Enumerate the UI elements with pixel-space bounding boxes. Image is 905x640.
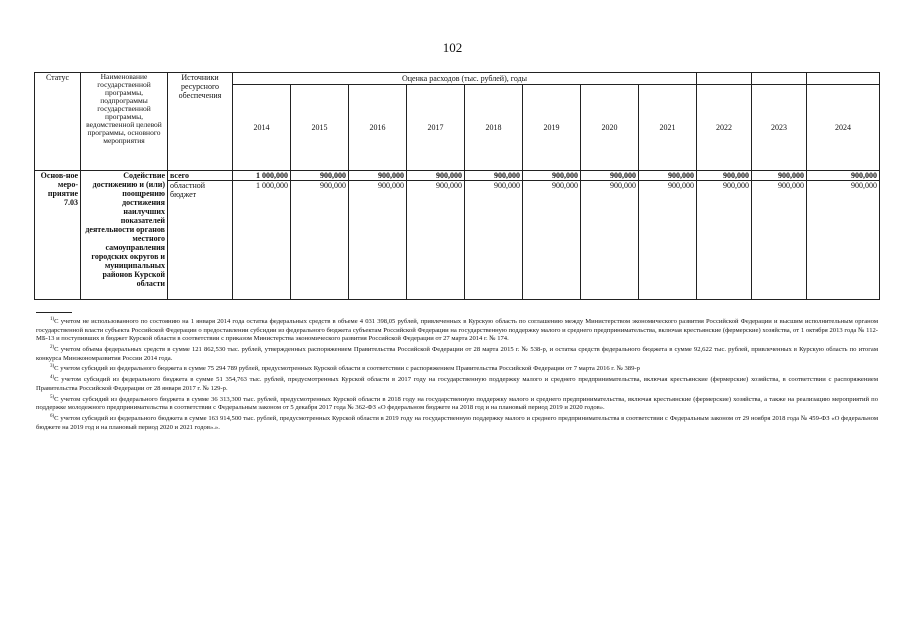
value-cell: 900,000	[523, 181, 581, 300]
value-cell: 900,000	[697, 181, 752, 300]
year-header: 2017	[407, 85, 465, 171]
name-cell: Содействие достижению и (или) поощрению достижения наилучших показателей деятельности органов местного самоуправления городских округов и муниципальных районов Курской области	[81, 171, 168, 300]
source-cell: всего	[168, 171, 233, 181]
footnote-text: С учетом субсидий из федерального бюджета в сумме 51 354,763 тыс. рублей, предусмотренных Курской области в 2017 году на государственную поддержку малого и среднего предпринимательства, включая крестьянские (фермерские) хозяйства, в соответствии с распоряжением Правительства Российской Федерации от 28 января 2017 г. № 129-р.	[36, 376, 878, 392]
value-cell: 900,000	[639, 171, 697, 181]
page-number: 102	[442, 40, 463, 55]
footnote-text: С учетом субсидий из федерального бюджета в сумме 75 294 789 рублей, предусмотренных Курской области в соответствии с распоряжением Правительства Российской Федерации от 7 марта 2016 г. № 389-р	[54, 365, 640, 373]
footnote-divider	[36, 312, 72, 313]
value-cell: 900,000	[465, 181, 523, 300]
value-cell: 1 000,000	[233, 171, 291, 181]
year-header: 2020	[581, 85, 639, 171]
footnote-mark: 6)	[50, 413, 55, 419]
footnote	[36, 374, 878, 393]
value-cell: 900,000	[291, 181, 349, 300]
value-cell: 900,000	[581, 181, 639, 300]
year-header: 2019	[523, 85, 581, 171]
value-cell: 900,000	[465, 171, 523, 181]
footnote-mark: 4)	[50, 375, 55, 381]
value-cell: 900,000	[407, 181, 465, 300]
name-header: Наименование государственной программы, подпрограммы государственной программы, ведомственной целевой программы, основного мероприятия	[81, 73, 168, 171]
header-row-1	[35, 73, 880, 85]
year-header: 2024	[807, 85, 880, 171]
footnote	[36, 394, 878, 413]
budget-table	[34, 72, 880, 300]
value-cell: 900,000	[807, 181, 880, 300]
footnote	[36, 413, 878, 432]
value-cell: 900,000	[807, 171, 880, 181]
year-header: 2021	[639, 85, 697, 171]
value-cell: 900,000	[523, 171, 581, 181]
footnote-text: С учетом субсидий из федерального бюджета в сумме 163 914,500 тыс. рублей, предусмотренных Курской области в 2019 году на государственную поддержку малого и среднего предпринимательства в соответствии с Федеральным законом от 29 ноября 2018 года № 459-ФЗ «О федеральном бюджете на 2019 год и на плановый период 2020 и 2021 годов».».	[36, 415, 878, 431]
status-header: Статус	[35, 73, 81, 171]
value-cell: 1 000,000	[233, 181, 291, 300]
year-header: 2023	[752, 85, 807, 171]
estimate-header: Оценка расходов (тыс. рублей), годы	[233, 73, 697, 85]
value-cell: 900,000	[752, 181, 807, 300]
year-header: 2018	[465, 85, 523, 171]
status-cell: Основ-ное меро-приятие 7.03	[35, 171, 81, 300]
value-cell: 900,000	[581, 171, 639, 181]
value-cell: 900,000	[291, 171, 349, 181]
footnote-mark: 3)	[50, 364, 55, 370]
source-cell: областной бюджет	[168, 181, 233, 300]
year-header: 2016	[349, 85, 407, 171]
header-empty-cell	[752, 73, 807, 85]
value-cell: 900,000	[639, 181, 697, 300]
footnote	[36, 344, 878, 363]
year-header: 2014	[233, 85, 291, 171]
footnote-mark: 1)	[50, 317, 55, 322]
footnote	[36, 316, 878, 344]
footnote-text: С учетом объема федеральных средств в сумме 121 862,530 тыс. рублей, утвержденных распоряжением Правительства Российской Федерации от 28 марта 2015 г. № 538-р, и остатка средств федерального бюджета в сумме 92,622 тыс. рублей, привлеченных в Курскую область по итогам конкурса Минэкономразвития России 2014 года.	[36, 346, 878, 362]
footnote-text: С учетом не использованного по состоянию на 1 января 2014 года остатка федеральных средств в объеме 4 031 398,05 рублей, привлеченных в Курскую область по соглашению между Министерством экономического развития Российской Федерации и высшим исполнительным органом государственной власти субъекта Российской Федерации о предоставлении субсидии из федерального бюджета субъектам Российской Федерации на государственную поддержку малого и среднего предпринимательства, включая крестьянские (фермерские) хозяйства, от 1 октября 2013 года № 112-МБ-13 и поступивших в бюджет Курской области в соответствии с приказом Министерства экономического развития Российской Федерации от 27 марта 2014 г. № 174.	[36, 318, 878, 343]
year-header: 2015	[291, 85, 349, 171]
footnote-text: С учетом субсидий из федерального бюджета в сумме 36 313,300 тыс. рублей, предусмотренных Курской области в 2018 году на государственную поддержку малого и среднего предпринимательства, включая крестьянские (фермерские) хозяйства, а также на реализацию мероприятий по поддержке молодежного предпринимательства в соответствии с Федеральным законом от 5 декабря 2017 года № 362-ФЗ «О федеральном бюджете на 2018 год и на плановый период 2019 и 2020 годов».	[36, 395, 878, 412]
header-empty-cell	[697, 73, 752, 85]
footnote	[36, 363, 878, 374]
footnote-mark: 5)	[50, 394, 55, 400]
year-header: 2022	[697, 85, 752, 171]
value-cell: 900,000	[407, 171, 465, 181]
sources-header: Источники ресурсного обеспечения	[168, 73, 233, 171]
value-cell: 900,000	[752, 171, 807, 181]
value-cell: 900,000	[697, 171, 752, 181]
footnotes	[36, 312, 878, 432]
footnote-mark: 2)	[50, 344, 55, 350]
table-row-total	[35, 171, 880, 181]
value-cell: 900,000	[349, 171, 407, 181]
value-cell: 900,000	[349, 181, 407, 300]
header-empty-cell	[807, 73, 880, 85]
